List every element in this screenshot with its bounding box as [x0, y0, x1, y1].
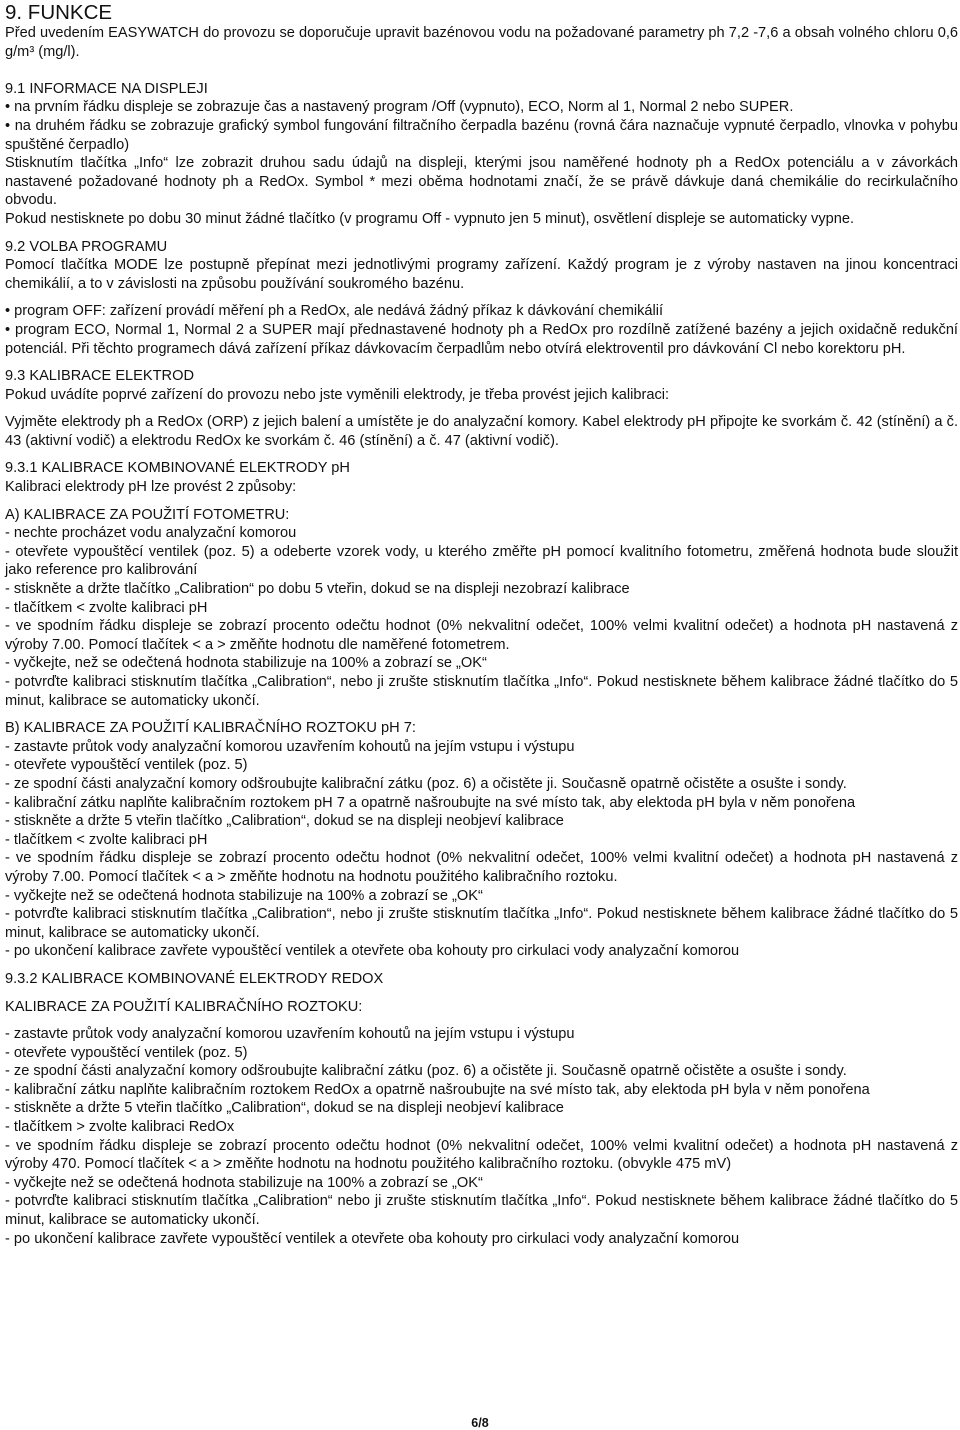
bullet-program-eco: • program ECO, Normal 1, Normal 2 a SUPER mají přednastavené hodnoty ph a RedOx pro rozdílně zatížené bazény a jejich oxidačně redukční potenciál. Při těchto programech dává zařízení příkaz dávkovacím čerpadlům nebo otvírá elektroventil pro dávkování Cl nebo korektoru pH. [5, 321, 958, 357]
ph-calibration-intro: Kalibraci elektrody pH lze provést 2 způsoby: [5, 479, 297, 496]
photometer-step: - nechte procházet vodu analyzační komorou [5, 525, 297, 542]
redox-solution-heading: KALIBRACE ZA POUŽITÍ KALIBRAČNÍHO ROZTOKU: [5, 998, 363, 1015]
redox-step: - vyčkejte než se odečtená hodnota stabilizuje na 100% a zobrazí se „OK“ [5, 1174, 483, 1191]
section-heading-9-3-2: 9.3.2 KALIBRACE KOMBINOVANÉ ELEKTRODY REDOX [5, 970, 384, 987]
calibration-intro: Pokud uvádíte poprvé zařízení do provozu nebo jste vyměnili elektrody, je třeba provést jejich kalibraci: [5, 386, 670, 403]
document-body [5, 24, 958, 1248]
electrode-connection-paragraph: Vyjměte elektrody ph a RedOx (ORP) z jejich balení a umístěte je do analyzační komory. Kabel elektrody pH připojte ke svorkám č. 42 (stínění) a č. 43 (aktivní vodič) a elektrodu RedOx ke svorkám č. 46 (stínění) a č. 47 (aktivní vodič). [5, 414, 958, 449]
page-title: 9. FUNKCE [5, 1, 113, 24]
photometer-step: - stiskněte a držte tlačítko „Calibration“ po dobu 5 vteřin, dokud se na displeji nezobrazí kalibrace [5, 581, 630, 598]
redox-step: - tlačítkem > zvolte kalibraci RedOx [5, 1119, 235, 1136]
redox-step: - stiskněte a držte 5 vteřin tlačítko „Calibration“, dokud se na displeji neobjeví kalibrace [5, 1100, 564, 1117]
bullet-display-line-2: • na druhém řádku se zobrazuje grafický symbol fungování filtračního čerpadla bazénu (rovná čára naznačuje vypnuté čerpadlo, vlnovka v pohybu spuštěné čerpadlo) [5, 117, 958, 153]
redox-step: - ze spodní části analyzační komory odšroubujte kalibrační zátku (poz. 6) a očistěte ji. Současně opatrně očistěte a osušte i sondy. [5, 1063, 847, 1080]
photometer-heading: A) KALIBRACE ZA POUŽITÍ FOTOMETRU: [5, 506, 290, 523]
info-button-paragraph: Stisknutím tlačítka „Info“ lze zobrazit druhou sadu údajů na displeji, kterými jsou naměřené hodnoty ph a RedOx potenciálu a v závorkách nastavené požadované hodnoty ph a RedOx. Symbol * mezi oběma hodnotami značí, že se právě dávkuje daná chemikálie do recirkulačního obvodu. [5, 155, 958, 209]
solution-ph-step: - potvrďte kalibraci stisknutím tlačítka „Calibration“, nebo ji zrušte stisknutím tlačítka „Info“. Pokud nestisknete během kalibrace žádné tlačítko do 5 minut, kalibrace se automaticky ukončí. [5, 906, 958, 941]
backlight-paragraph: Pokud nestisknete po dobu 30 minut žádné tlačítko (v programu Off - vypnuto jen 5 minut), osvětlení displeje se automaticky vypne. [5, 210, 855, 227]
photometer-step: - ve spodním řádku displeje se zobrazí procento odečtu hodnot (0% nekvalitní odečet, 100% velmi kvalitní odečet) a hodnota pH nastavená z výroby 7.00. Pomocí tlačítek < a > změňte hodnotu dle naměřené fotometrem. [5, 618, 958, 653]
solution-ph-step: - zastavte průtok vody analyzační komorou uzavřením kohoutů na jejím vstupu i výstupu [5, 738, 575, 755]
bullet-program-off: • program OFF: zařízení provádí měření ph a RedOx, ale nedává žádný příkaz k dávkování chemikálií [5, 303, 664, 320]
section-heading-9-1: 9.1 INFORMACE NA DISPLEJI [5, 80, 208, 97]
redox-step: - zastavte průtok vody analyzační komorou uzavřením kohoutů na jejím vstupu i výstupu [5, 1026, 575, 1043]
photometer-step: - vyčkejte, než se odečtená hodnota stabilizuje na 100% a zobrazí se „OK“ [5, 655, 487, 672]
solution-ph-step: - po ukončení kalibrace zavřete vypouštěcí ventilek a otevřete oba kohouty pro cirkulaci vody analyzační komorou [5, 943, 740, 960]
solution-ph-step: - kalibrační zátku naplňte kalibračním roztokem pH 7 a opatrně našroubujte na své místo tak, aby elektoda pH byla v něm ponořena [5, 794, 856, 811]
photometer-step: - otevřete vypouštěcí ventilek (poz. 5) a odeberte vzorek vody, u kterého změřte pH pomocí kvalitního fotometru, změřená hodnota bude sloužit jako reference pro kalibrování [5, 543, 958, 579]
redox-step: - po ukončení kalibrace zavřete vypouštěcí ventilek a otevřete oba kohouty pro cirkulaci vody analyzační komorou [5, 1230, 740, 1247]
redox-step: - kalibrační zátku naplňte kalibračním roztokem RedOx a opatrně našroubujte na své místo tak, aby elektoda pH byla v něm ponořena [5, 1081, 870, 1098]
bullet-display-line-1: • na prvním řádku displeje se zobrazuje čas a nastavený program /Off (vypnuto), ECO, Norm al 1, Normal 2 nebo SUPER. [5, 99, 794, 116]
photometer-step: - potvrďte kalibraci stisknutím tlačítka „Calibration“, nebo ji zrušte stisknutím tlačítka „Info“. Pokud nestisknete během kalibrace žádné tlačítko do 5 minut, kalibrace se automaticky ukončí. [5, 674, 958, 709]
solution-ph-step: - ze spodní části analyzační komory odšroubujte kalibrační zátku (poz. 6) a očistěte ji. Současně opatrně očistěte a osušte i sondy. [5, 775, 847, 792]
photometer-step: - tlačítkem < zvolte kalibraci pH [5, 599, 208, 616]
solution-ph-step: - vyčkejte než se odečtená hodnota stabilizuje na 100% a zobrazí se „OK“ [5, 887, 483, 904]
solution-ph-step: - otevřete vypouštěcí ventilek (poz. 5) [5, 757, 248, 774]
intro-paragraph: Před uvedením EASYWATCH do provozu se doporučuje upravit bazénovou vodu na požadované parametry ph 7,2 -7,6 a obsah volného chloru 0,6 g/m³ (mg/l). [5, 25, 958, 60]
section-heading-9-2: 9.2 VOLBA PROGRAMU [5, 238, 168, 255]
solution-ph-heading: B) KALIBRACE ZA POUŽITÍ KALIBRAČNÍHO ROZTOKU pH 7: [5, 720, 416, 737]
redox-step: - otevřete vypouštěcí ventilek (poz. 5) [5, 1044, 248, 1061]
solution-ph-step: - ve spodním řádku displeje se zobrazí procento odečtu hodnot (0% nekvalitní odečet, 100% velmi kvalitní odečet) a hodnota pH nastavená z výroby 7.00. Pomocí tlačítek < a > změňte hodnotu na hodnotu použitého kalibračního roztoku. [5, 850, 958, 885]
mode-paragraph: Pomocí tlačítka MODE lze postupně přepínat mezi jednotlivými programy zařízení. Každý program je z výroby nastaven na jinou koncentraci chemikálií, a to v závislosti na způsobu používání soukromého bazénu. [5, 257, 958, 292]
section-heading-9-3: 9.3 KALIBRACE ELEKTROD [5, 368, 194, 385]
redox-step: - ve spodním řádku displeje se zobrazí procento odečtu hodnot (0% nekvalitní odečet, 100% velmi kvalitní odečet) a hodnota pH nastavená z výroby 470. Pomocí tlačítek < a > změňte hodnotu na hodnotu použitého kalibračního roztoku. (obvykle 475 mV) [5, 1137, 958, 1173]
redox-step: - potvrďte kalibraci stisknutím tlačítka „Calibration“ nebo ji zrušte stisknutím tlačítka „Info“. Pokud nestisknete během kalibrace žádné tlačítko do 5 minut, kalibrace se automaticky ukončí. [5, 1193, 958, 1229]
page-number: 6/8 [471, 1416, 489, 1430]
section-heading-9-3-1: 9.3.1 KALIBRACE KOMBINOVANÉ ELEKTRODY pH [5, 460, 350, 477]
solution-ph-step: - tlačítkem < zvolte kalibraci pH [5, 831, 208, 848]
solution-ph-step: - stiskněte a držte 5 vteřin tlačítko „Calibration“, dokud se na displeji neobjeví kalibrace [5, 813, 564, 830]
